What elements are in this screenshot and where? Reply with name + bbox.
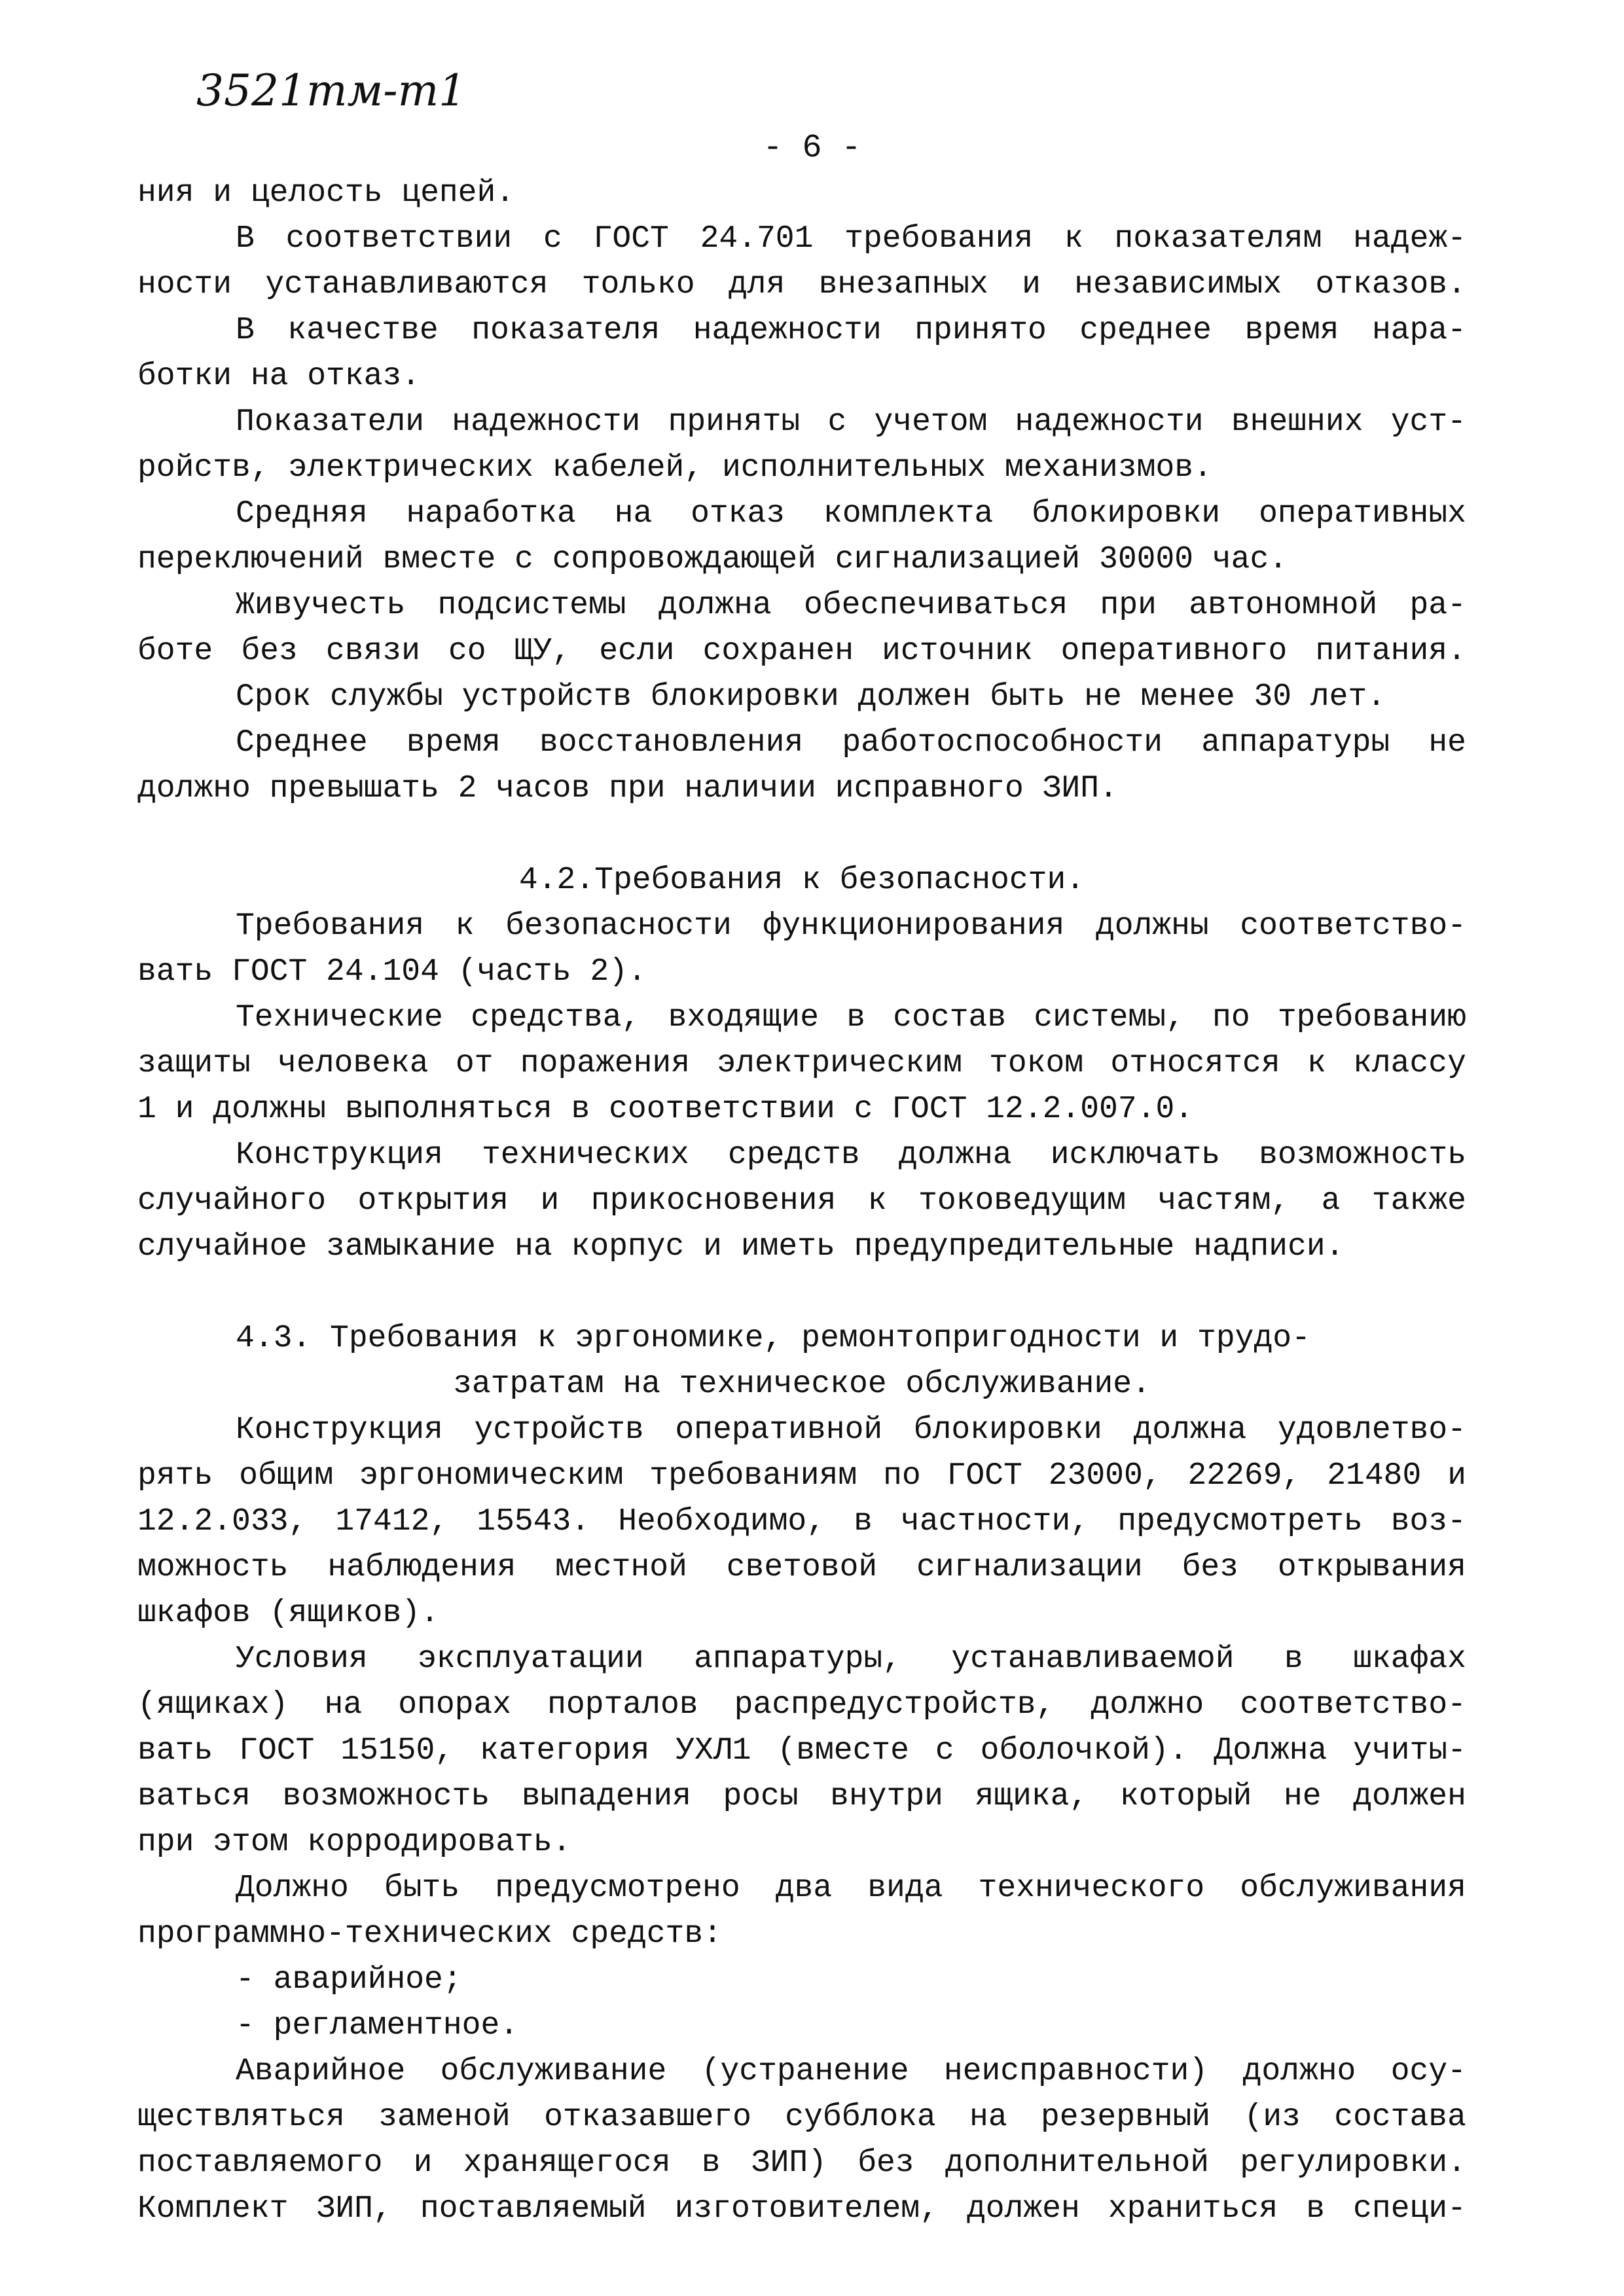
list-item: - регламентное.: [236, 2008, 519, 2043]
text-line: случайное замыкание на корпус и иметь предупредительные надписи.: [137, 1229, 1344, 1265]
text-line: поставляемого и хранящегося в ЗИП) без дополнительной регулировки.: [137, 2145, 1466, 2181]
page-number: - 6 -: [763, 130, 861, 167]
text-line: (ящиках) на опорах порталов распредустройств, должно соответство-: [137, 1687, 1466, 1723]
text-line: должно превышать 2 часов при наличии исправного ЗИП.: [137, 771, 1118, 806]
text-line: Конструкция технических средств должна исключать возможность: [236, 1138, 1466, 1173]
text-line: ваться возможность выпадения росы внутри ящика, который не должен: [137, 1779, 1466, 1814]
text-line: В качестве показателя надежности принято среднее время нара-: [236, 313, 1466, 348]
text-line: Живучесть подсистемы должна обеспечиваться при автономной ра-: [236, 588, 1466, 623]
text-line: ществляться заменой отказавшего субблока на резервный (из состава: [137, 2100, 1466, 2135]
text-line: вать ГОСТ 15150, категория УХЛ1 (вместе с оболочкой). Должна учиты-: [137, 1733, 1466, 1768]
text-line: ройств, электрических кабелей, исполнительных механизмов.: [137, 450, 1212, 486]
list-item: - аварийное;: [236, 1962, 462, 1998]
text-line: Технические средства, входящие в состав системы, по требованию: [236, 1000, 1466, 1035]
text-line: В соответствии с ГОСТ 24.701 требования к показателям надеж-: [236, 221, 1466, 257]
text-line: ботки на отказ.: [137, 359, 421, 394]
text-line: 1 и должны выполняться в соответствии с ГОСТ 12.2.007.0.: [137, 1092, 1194, 1127]
text-line: шкафов (ящиков).: [137, 1596, 439, 1631]
text-line: боте без связи со ЩУ, если сохранен источник оперативного питания.: [137, 634, 1466, 669]
text-line: Конструкция устройств оперативной блокировки должна удовлетво-: [236, 1412, 1466, 1448]
text-line: ности устанавливаются только для внезапных и независимых отказов.: [137, 267, 1466, 302]
text-line: Показатели надежности приняты с учетом надежности внешних уст-: [236, 404, 1466, 440]
text-line: случайного открытия и прикосновения к токоведущим частям, а также: [137, 1183, 1466, 1219]
text-line: вать ГОСТ 24.104 (часть 2).: [137, 954, 647, 990]
text-line: защиты человека от поражения электрическим током относятся к классу: [137, 1046, 1466, 1081]
text-line: рять общим эргономическим требованиям по ГОСТ 23000, 22269, 21480 и: [137, 1458, 1466, 1494]
text-line: Аварийное обслуживание (устранение неисправности) должно осу-: [236, 2054, 1466, 2089]
text-line: Требования к безопасности функционирования должны соответство-: [236, 908, 1466, 944]
section-heading: 4.2.Требования к безопасности.: [518, 863, 1085, 898]
text-line: Должно быть предусмотрено два вида технического обслуживания: [236, 1871, 1466, 1906]
text-line: переключений вместе с сопровождающей сигнализацией 30000 час.: [137, 542, 1288, 577]
text-line: Срок службы устройств блокировки должен быть не менее 30 лет.: [236, 679, 1386, 715]
section-heading-continued: затратам на техническое обслуживание.: [453, 1367, 1151, 1402]
text-line: Комплект ЗИП, поставляемый изготовителем, должен храниться в специ-: [137, 2191, 1466, 2227]
text-line: можность наблюдения местной световой сигнализации без открывания: [137, 1550, 1466, 1585]
text-line: при этом корродировать.: [137, 1825, 571, 1860]
section-heading: 4.3. Требования к эргономике, ремонтопригодности и трудо-: [236, 1321, 1310, 1356]
text-line: 12.2.033, 17412, 15543. Необходимо, в частности, предусмотреть воз-: [137, 1504, 1466, 1539]
text-line: Средняя наработка на отказ комплекта блокировки оперативных: [236, 496, 1466, 531]
handwritten-note: 3521тм-т1: [196, 65, 467, 116]
text-line: ния и целость цепей.: [137, 175, 515, 211]
text-line: Среднее время восстановления работоспособности аппаратуры не: [236, 725, 1466, 761]
text-line: Условия эксплуатации аппаратуры, устанавливаемой в шкафах: [236, 1641, 1466, 1677]
document-body: [137, 170, 1466, 2232]
text-line: программно-технических средств:: [137, 1916, 722, 1952]
